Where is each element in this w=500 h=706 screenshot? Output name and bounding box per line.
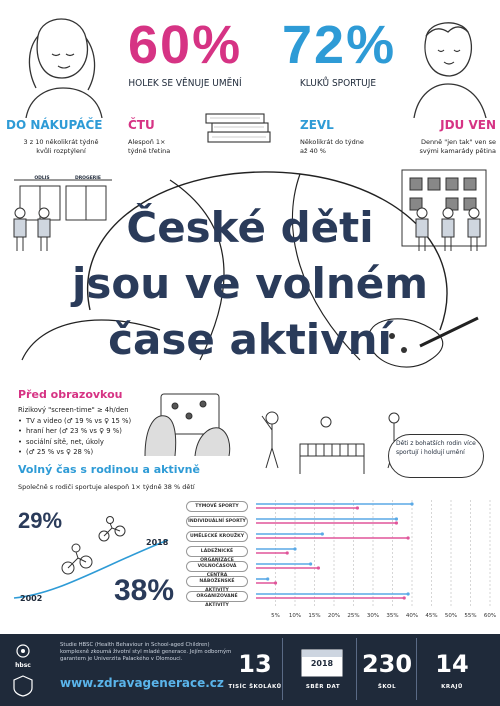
topic-line: týdně třetina (128, 146, 171, 155)
x-tick-label: 10% (288, 613, 302, 619)
topic-hanging-out (300, 118, 400, 156)
volleyball-illustration (260, 408, 380, 478)
topic-line: Několikrát do týdne (300, 138, 364, 146)
door-sign-right: DROGERIE (74, 176, 101, 181)
pct-2018: 38% (114, 574, 175, 607)
bar-end-marker (410, 502, 413, 505)
family-subtitle: Společně s rodiči sportuje alespoň 1× týdně 38 % dětí (18, 483, 195, 491)
category-label: VOLNOČASOVÁ (186, 561, 248, 572)
gaming-kids-illustration (135, 386, 235, 456)
bar-end-marker (321, 532, 324, 535)
stat-regions-label: KRAJŮ (441, 684, 463, 690)
hbsc-logo-text: hbsc (15, 662, 31, 669)
x-tick-label: 50% (444, 613, 458, 619)
family-title: Volný čas s rodinou a aktivně (18, 463, 200, 476)
bar-end-marker (317, 566, 320, 569)
category-label: INDIVIDUÁLNÍ SPORTY (186, 516, 248, 527)
year-start: 2002 (20, 594, 43, 603)
headline-line: jsou ve volném (71, 259, 429, 308)
list-item: • TV a video (♂ 19 % vs ♀ 15 %) (18, 416, 148, 427)
topic-line: svými kamarády pětina (419, 146, 496, 155)
headline (0, 200, 500, 368)
bar-end-marker (403, 596, 406, 599)
stat-year-number: 2018 (310, 659, 334, 668)
list-item: • (♂ 25 % vs ♀ 28 %) (18, 447, 148, 458)
bar-end-marker (356, 506, 359, 509)
headline-line: čase aktivní (108, 315, 392, 364)
books-icon (200, 108, 280, 148)
x-tick-label: 20% (327, 613, 341, 619)
family-note: Děti z bohatších rodin více sportují i holdují umění (396, 440, 476, 456)
bar-end-marker (395, 517, 398, 520)
category-label: ORGANIZOVANÉ AKTIVITY (186, 591, 248, 602)
stat-year-label: SBĚR DAT (305, 684, 341, 690)
topic-line: Alespoň 1× (128, 138, 166, 146)
x-tick-label: 40% (405, 613, 419, 619)
bar-end-marker (309, 562, 312, 565)
stat-schools-number: 230 (361, 650, 413, 678)
category-label: LÁDEŽNICKÉ (186, 546, 248, 557)
topic-line: až 40 % (300, 146, 326, 155)
screen-intro: Rizikový "screen-time" ≥ 4h/den (18, 406, 129, 414)
topic-shopping (6, 118, 126, 156)
x-tick-label: 5% (271, 613, 280, 619)
girl-illustration (8, 8, 118, 118)
category-label: NÁBOŽENSKÉ (186, 576, 248, 587)
bar-end-marker (293, 547, 296, 550)
list-item: • sociální sítě, net, úkoly (18, 437, 148, 448)
category-label: UMĚLECKÉ KROUŽKY (186, 531, 248, 542)
screen-bullets (18, 405, 148, 458)
topic-line: Denně "jen tak" ven se (420, 138, 496, 146)
topic-going-out (388, 118, 496, 156)
boy-illustration (398, 8, 498, 118)
headline-line: České děti (126, 203, 374, 252)
girls-percentage: 60% (128, 15, 243, 75)
bar-end-marker (407, 592, 410, 595)
year-end: 2018 (146, 538, 169, 547)
bar-end-marker (266, 577, 269, 580)
category-label: TÝMOVÉ SPORTY (186, 501, 248, 512)
topic-title: ZEVL (300, 118, 334, 132)
study-description: Studie HBSC (Health Behaviour in School-aged Children) komplexně zkoumá životní styl mladé generace. Jejím odborným garantem je Univerzita Palackého v Olomouci. (60, 642, 232, 662)
topic-line: 3 z 10 několikrát týdně (23, 138, 99, 146)
x-tick-label: 45% (425, 613, 438, 619)
list-item: • hraní her (♂ 23 % vs ♀ 9 %) (18, 426, 148, 437)
pct-2002: 29% (18, 508, 63, 533)
stat-schools-label: ŠKOL (377, 684, 397, 690)
bar-end-marker (274, 581, 277, 584)
x-tick-label: 35% (386, 613, 399, 619)
x-tick-label: 15% (308, 613, 321, 619)
topic-title: JDU VEN (440, 118, 496, 132)
door-sign-left: ODLIS (34, 176, 50, 181)
footer (0, 634, 500, 706)
stat-pupils-number: 13 (238, 650, 272, 678)
x-tick-label: 55% (464, 613, 477, 619)
x-tick-label: 25% (347, 613, 360, 619)
boys-label: KLUKŮ SPORTUJE (299, 78, 377, 89)
topic-line: kvůli rozptýlení (36, 146, 86, 155)
topic-title: DO NÁKUPÁČE (6, 118, 103, 132)
bar-end-marker (395, 521, 398, 524)
x-tick-label: 30% (366, 613, 380, 619)
activities-chart (186, 496, 496, 626)
boys-percentage: 72% (282, 15, 397, 75)
stat-pupils-label: TISÍC ŠKOLÁKŮ (228, 684, 282, 690)
bar-end-marker (407, 536, 410, 539)
girls-label: HOLEK SE VĚNUJE UMĚNÍ (128, 78, 242, 89)
university-seal-icon (12, 674, 34, 698)
x-tick-label: 60% (483, 613, 496, 619)
topic-title: ČTU (128, 118, 155, 132)
bar-end-marker (286, 551, 289, 554)
stat-regions-number: 14 (435, 650, 469, 678)
screen-title: Před obrazovkou (18, 388, 123, 401)
website-link[interactable]: www.zdravagenerace.cz (60, 676, 224, 690)
